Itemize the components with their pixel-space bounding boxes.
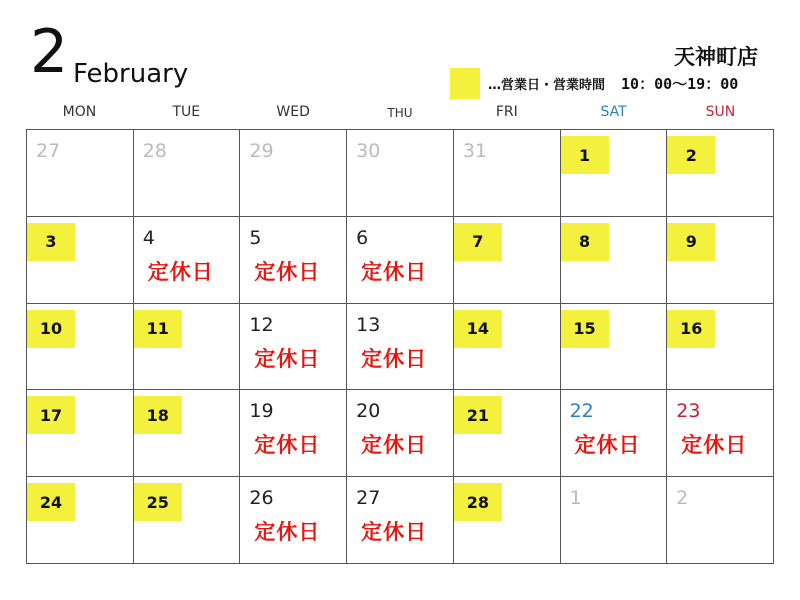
calendar-day-cell	[347, 217, 454, 304]
month-number: 2	[30, 17, 69, 87]
closed-day-label: 定休日	[254, 433, 321, 458]
calendar-day-cell	[667, 477, 774, 564]
adjacent-month-day-number: 29	[249, 140, 274, 162]
calendar-day-cell	[454, 390, 561, 477]
calendar-day-cell	[240, 130, 347, 217]
day-number: 26	[249, 487, 274, 510]
weekday-thu: THU	[387, 106, 413, 120]
calendar-day-cell	[240, 477, 347, 564]
weekday-tue: TUE	[172, 104, 201, 120]
open-day-number: 14	[454, 310, 502, 348]
calendar-day-cell	[667, 390, 774, 477]
calendar-day-cell	[27, 304, 134, 391]
open-day-number: 15	[561, 310, 609, 348]
closed-day-label: 定休日	[361, 520, 428, 545]
day-number: 19	[249, 400, 274, 423]
day-number: 22	[569, 400, 594, 423]
calendar-day-cell	[134, 217, 241, 304]
month-name: February	[73, 59, 189, 89]
adjacent-month-day-number: 28	[142, 140, 167, 162]
calendar-day-cell	[347, 130, 454, 217]
calendar-day-cell	[27, 477, 134, 564]
calendar-day-cell	[134, 390, 241, 477]
calendar-day-cell	[667, 130, 774, 217]
day-number: 5	[249, 226, 262, 249]
open-day-number: 9	[667, 223, 715, 261]
day-number: 6	[356, 226, 369, 249]
day-number: 27	[356, 487, 381, 510]
calendar-grid	[26, 129, 774, 564]
open-day-number: 8	[561, 223, 609, 261]
calendar-day-cell	[454, 130, 561, 217]
calendar-day-cell	[27, 217, 134, 304]
calendar-day-cell	[667, 304, 774, 391]
open-day-number: 10	[27, 310, 75, 348]
open-day-number: 2	[667, 136, 715, 174]
business-hours: 10：00〜19：00	[621, 75, 739, 93]
calendar-day-cell	[240, 390, 347, 477]
calendar-day-cell	[561, 130, 668, 217]
closed-day-label: 定休日	[147, 259, 214, 284]
weekday-wed: WED	[276, 104, 310, 120]
calendar-day-cell	[347, 390, 454, 477]
calendar-day-cell	[240, 217, 347, 304]
weekday-sat: SAT	[600, 104, 627, 120]
open-day-number: 11	[134, 310, 182, 348]
calendar-day-cell	[454, 217, 561, 304]
weekday-fri: FRI	[495, 104, 518, 120]
calendar-day-cell	[134, 304, 241, 391]
adjacent-month-day-number: 2	[676, 487, 689, 510]
calendar-day-cell	[561, 304, 668, 391]
day-number: 4	[142, 226, 155, 249]
legend	[450, 68, 738, 99]
open-day-number: 7	[454, 223, 502, 261]
open-day-number: 24	[27, 483, 75, 521]
open-day-number: 16	[667, 310, 715, 348]
open-day-swatch	[450, 68, 480, 99]
closed-day-label: 定休日	[361, 259, 428, 284]
calendar-day-cell	[240, 304, 347, 391]
closed-day-label: 定休日	[681, 433, 748, 458]
open-day-number: 17	[27, 396, 75, 434]
adjacent-month-day-number: 1	[569, 487, 582, 510]
legend-label: …営業日・営業時間	[488, 78, 606, 93]
calendar-day-cell	[27, 130, 134, 217]
open-day-number: 21	[454, 396, 502, 434]
closed-day-label: 定休日	[361, 433, 428, 458]
closed-day-label: 定休日	[361, 346, 428, 371]
calendar-day-cell	[561, 477, 668, 564]
calendar-day-cell	[27, 390, 134, 477]
calendar-day-cell	[134, 477, 241, 564]
calendar-day-cell	[454, 477, 561, 564]
day-number: 12	[249, 313, 274, 336]
calendar-day-cell	[454, 304, 561, 391]
calendar-day-cell	[561, 390, 668, 477]
calendar-day-cell	[347, 477, 454, 564]
calendar-day-cell	[347, 304, 454, 391]
calendar-day-cell	[134, 130, 241, 217]
weekday-mon: MON	[62, 104, 97, 120]
calendar-day-cell	[667, 217, 774, 304]
open-day-number: 25	[134, 483, 182, 521]
store-name: 天神町店	[674, 45, 758, 69]
adjacent-month-day-number: 27	[36, 140, 61, 162]
open-day-number: 18	[134, 396, 182, 434]
day-number: 23	[676, 400, 701, 423]
adjacent-month-day-number: 31	[462, 140, 488, 162]
closed-day-label: 定休日	[254, 346, 321, 371]
open-day-number: 1	[561, 136, 609, 174]
open-day-number: 28	[454, 483, 502, 521]
closed-day-label: 定休日	[574, 433, 641, 458]
closed-day-label: 定休日	[254, 520, 321, 545]
day-number: 20	[356, 400, 381, 423]
weekday-sun: SUN	[705, 104, 736, 120]
open-day-number: 3	[27, 223, 75, 261]
calendar-day-cell	[561, 217, 668, 304]
closed-day-label: 定休日	[254, 259, 321, 284]
adjacent-month-day-number: 30	[356, 140, 381, 162]
day-number: 13	[356, 313, 381, 336]
weekday-header	[26, 104, 774, 120]
